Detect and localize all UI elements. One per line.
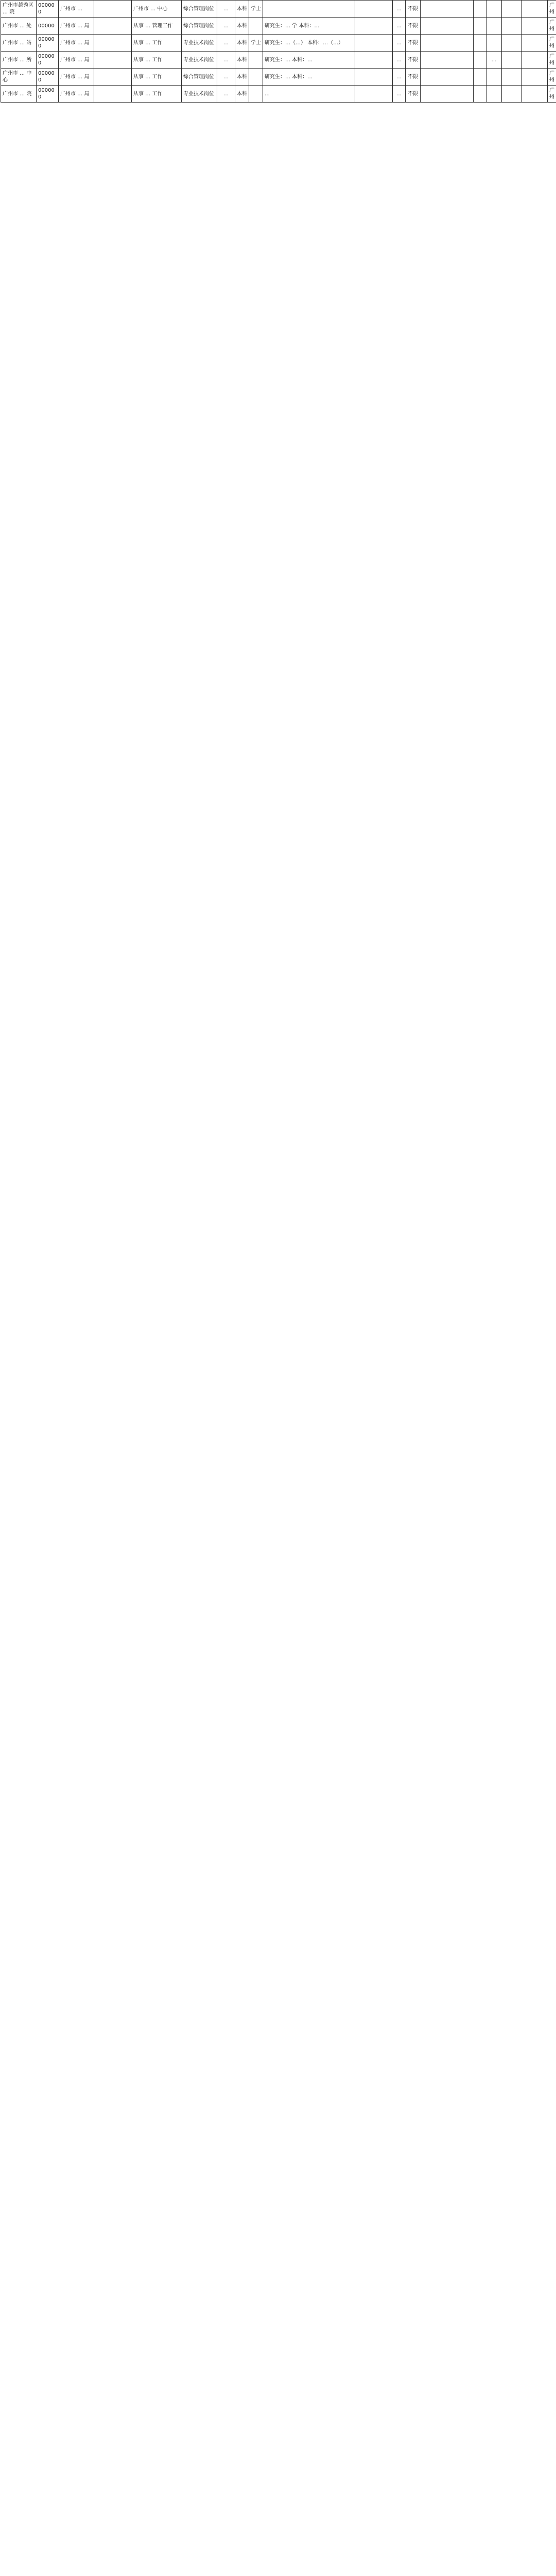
cell-location: 广州: [548, 69, 556, 86]
cell-position-category: 综合管理岗位: [182, 18, 217, 35]
cell-qualification: [421, 1, 474, 18]
cell-supervising-dept: 广州市 … 局: [59, 35, 94, 52]
cell-quota: …: [393, 86, 406, 103]
cell-major-requirements: [263, 1, 355, 18]
recruitment-position-table: [1, 0, 556, 103]
cell-major-requirements: 研究生：… 本科：…: [263, 69, 355, 86]
cell-other-requirements: [355, 69, 393, 86]
cell-major-requirements: 研究生：… 本科：…: [263, 52, 355, 69]
cell-unit-type: [94, 35, 132, 52]
cell-age: 不限: [406, 86, 421, 103]
cell-notes: [486, 35, 502, 52]
cell-position-code: 000000: [37, 35, 59, 52]
cell-qualification: [421, 35, 474, 52]
cell-education: 本科: [235, 69, 249, 86]
table-row: [1, 69, 556, 86]
cell-unit-name: 广州市 … 处: [1, 18, 37, 35]
cell-notes: [486, 69, 502, 86]
cell-contact: [522, 1, 548, 18]
cell-qualification: [421, 18, 474, 35]
cell-contact: [522, 35, 548, 52]
cell-supervising-dept: 广州市 … 局: [59, 86, 94, 103]
cell-degree: [249, 52, 263, 69]
cell-position-duties: 广州市 … 中心: [132, 1, 182, 18]
cell-position-category: 专业技术岗位: [182, 35, 217, 52]
cell-location: 广州: [548, 52, 556, 69]
cell-position-duties: 从事 … 工作: [132, 86, 182, 103]
cell-position-level: …: [217, 69, 235, 86]
cell-quota: …: [393, 69, 406, 86]
cell-position-category: 综合管理岗位: [182, 1, 217, 18]
cell-notes: [486, 86, 502, 103]
cell-degree: [249, 69, 263, 86]
cell-position-code: 000000: [37, 52, 59, 69]
cell-location: 广州: [548, 86, 556, 103]
cell-position-category: 专业技术岗位: [182, 86, 217, 103]
cell-position-code: 000000: [37, 69, 59, 86]
cell-supervising-dept: 广州市 …: [59, 1, 94, 18]
cell-education: 本科: [235, 52, 249, 69]
cell-contact: [522, 69, 548, 86]
cell-age: 不限: [406, 1, 421, 18]
cell-position-level: …: [217, 86, 235, 103]
cell-age: 不限: [406, 69, 421, 86]
cell-other-requirements: [355, 18, 393, 35]
cell-supervising-dept: 广州市 … 局: [59, 69, 94, 86]
cell-quota: …: [393, 35, 406, 52]
cell-unit-type: [94, 86, 132, 103]
cell-position-level: …: [217, 52, 235, 69]
cell-supervising-dept: 广州市 … 局: [59, 52, 94, 69]
cell-position-level: …: [217, 1, 235, 18]
cell-supervising-dept: 广州市 … 局: [59, 18, 94, 35]
cell-notes: …: [486, 52, 502, 69]
table-row: [1, 52, 556, 69]
cell-notes: [486, 18, 502, 35]
cell-degree: 学士: [249, 1, 263, 18]
cell-other-requirements: [355, 86, 393, 103]
cell-degree: [249, 86, 263, 103]
cell-position-level: …: [217, 18, 235, 35]
cell-unit-type: [94, 69, 132, 86]
table-row: [1, 18, 556, 35]
cell-education: 本科: [235, 18, 249, 35]
cell-position-level: …: [217, 35, 235, 52]
cell-unit-name: 广州市 … 所: [1, 52, 37, 69]
cell-exam-type: [474, 18, 486, 35]
cell-quota: …: [393, 1, 406, 18]
cell-unit-type: [94, 52, 132, 69]
cell-unit-name: 广州市越秀区 … 院: [1, 1, 37, 18]
cell-education: 本科: [235, 35, 249, 52]
cell-unit-name: 广州市 … 中心: [1, 69, 37, 86]
cell-exam-type: [474, 52, 486, 69]
cell-exam-type: [474, 86, 486, 103]
cell-age: 不限: [406, 35, 421, 52]
cell-qualification: [421, 52, 474, 69]
cell-location: 广州: [548, 1, 556, 18]
cell-major-requirements: 研究生：…（…） 本科：…（…）: [263, 35, 355, 52]
cell-degree: [249, 18, 263, 35]
cell-remarks: [502, 52, 522, 69]
cell-remarks: [502, 86, 522, 103]
cell-position-code: 000000: [37, 86, 59, 103]
cell-position-code: 00000: [37, 18, 59, 35]
cell-unit-name: 广州市 … 站: [1, 35, 37, 52]
cell-position-code: 000000: [37, 1, 59, 18]
cell-qualification: [421, 69, 474, 86]
table-row: [1, 86, 556, 103]
cell-remarks: [502, 18, 522, 35]
cell-education: 本科: [235, 86, 249, 103]
table-row: [1, 1, 556, 18]
cell-age: 不限: [406, 52, 421, 69]
cell-remarks: [502, 35, 522, 52]
cell-exam-type: [474, 69, 486, 86]
cell-qualification: [421, 86, 474, 103]
cell-position-category: 综合管理岗位: [182, 69, 217, 86]
cell-unit-type: [94, 1, 132, 18]
cell-education: 本科: [235, 1, 249, 18]
cell-other-requirements: [355, 1, 393, 18]
cell-contact: [522, 18, 548, 35]
cell-remarks: [502, 69, 522, 86]
cell-position-duties: 从事 … 工作: [132, 35, 182, 52]
cell-age: 不限: [406, 18, 421, 35]
cell-degree: 学士: [249, 35, 263, 52]
cell-location: 广州: [548, 35, 556, 52]
cell-position-category: 专业技术岗位: [182, 52, 217, 69]
cell-unit-type: [94, 18, 132, 35]
cell-location: 广州: [548, 18, 556, 35]
cell-unit-name: 广州市 … 院: [1, 86, 37, 103]
cell-contact: [522, 86, 548, 103]
cell-position-duties: 从事 … 工作: [132, 69, 182, 86]
cell-remarks: [502, 1, 522, 18]
cell-quota: …: [393, 52, 406, 69]
table-body: [1, 1, 556, 103]
cell-exam-type: [474, 35, 486, 52]
cell-exam-type: [474, 1, 486, 18]
cell-position-duties: 从事 … 工作: [132, 52, 182, 69]
cell-major-requirements: …: [263, 86, 355, 103]
cell-contact: [522, 52, 548, 69]
cell-major-requirements: 研究生：… 学 本科：…: [263, 18, 355, 35]
cell-quota: …: [393, 18, 406, 35]
cell-position-duties: 从事 … 管理工作: [132, 18, 182, 35]
cell-notes: [486, 1, 502, 18]
cell-other-requirements: [355, 52, 393, 69]
table-row: [1, 35, 556, 52]
cell-other-requirements: [355, 35, 393, 52]
